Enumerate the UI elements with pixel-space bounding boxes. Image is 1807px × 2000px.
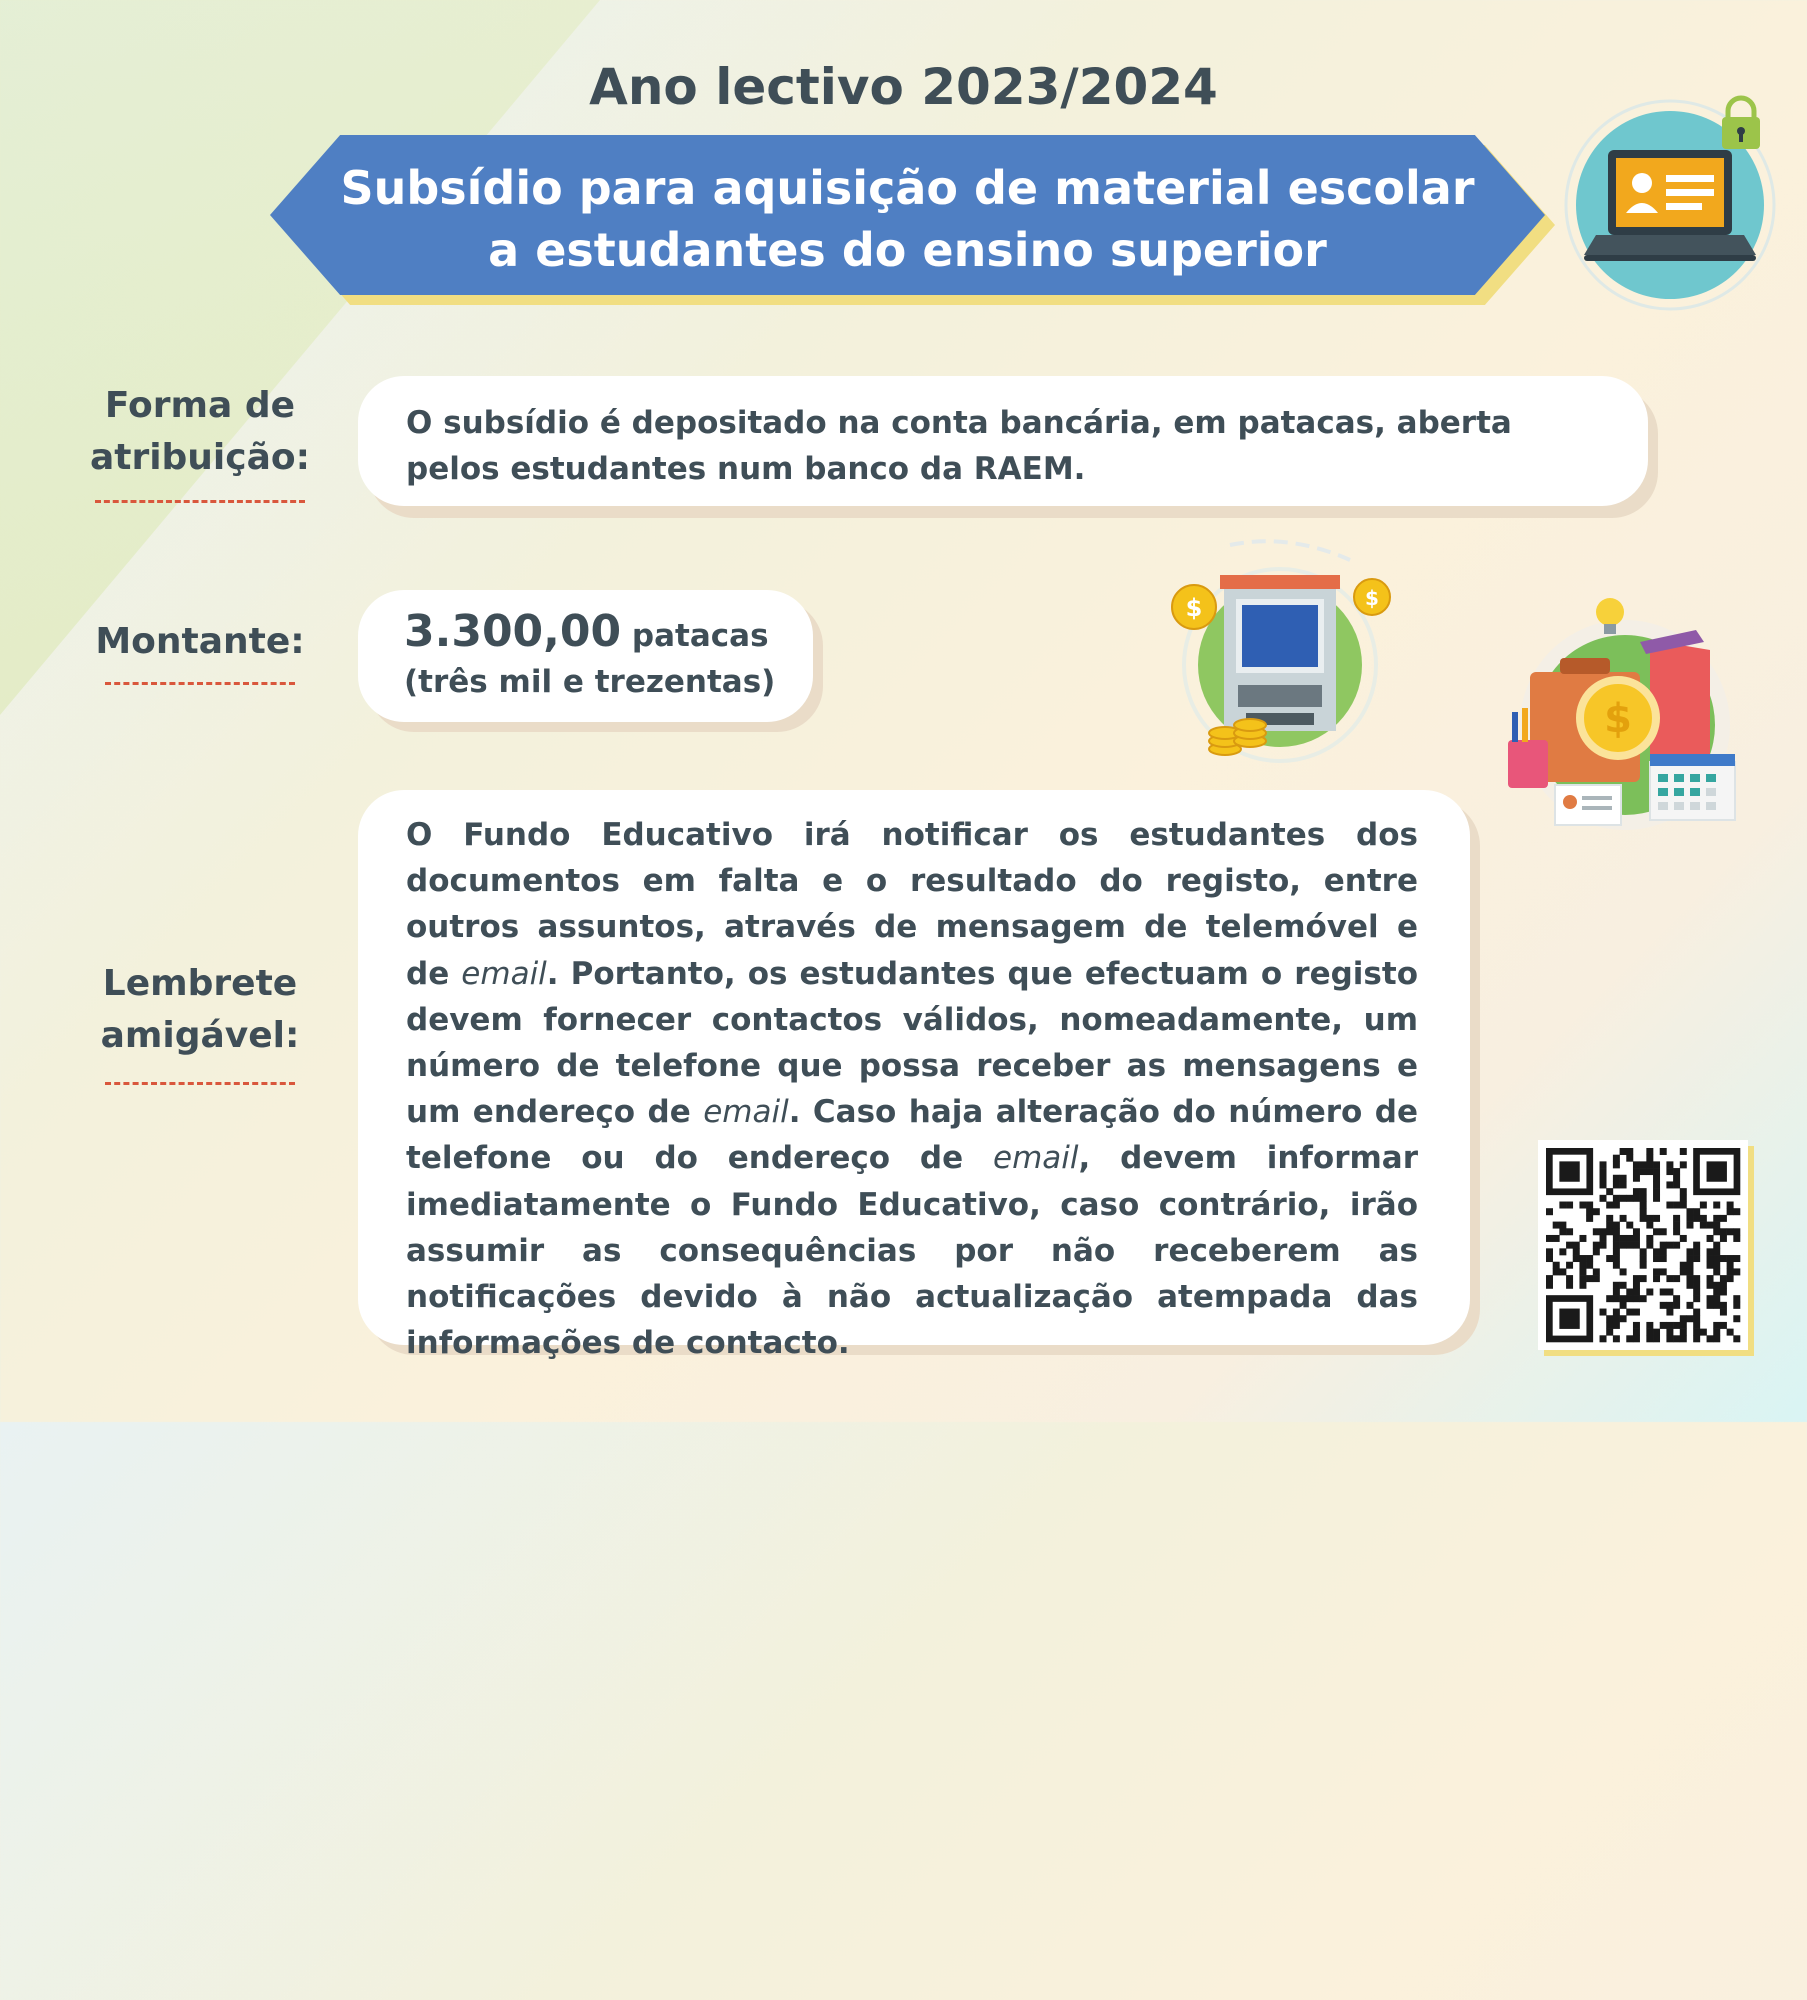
- amount-value: [404, 608, 769, 660]
- card-montante: [358, 590, 813, 722]
- label-forma-atribuicao: [80, 380, 320, 484]
- amount-words: (três mil e trezentas): [404, 664, 776, 700]
- school-supplies-icon: [1500, 590, 1740, 840]
- laptop-lock-icon: [1560, 95, 1780, 315]
- lembrete-text-part: O Fundo Educativo irá notificar os estudantes dos documentos em falta e o resultado do registo, entre outros assuntos, através de mensagem de telemóvel e de: [406, 817, 1418, 992]
- email-word: email: [993, 1140, 1079, 1177]
- forma-atribuicao-text: O subsídio é depositado na conta bancária, em patacas, aberta pelos estudantes num banco da RAEM.: [406, 405, 1512, 487]
- card-lembrete: [358, 790, 1470, 1362]
- lembrete-text-part: , devem informar imediatamente o Fundo Educativo, caso contrário, irão assumir as consequências por não receberem as notificações devido à não actualização atempada das informações de contacto.: [406, 1140, 1419, 1362]
- email-word: email: [461, 955, 547, 992]
- label-underline: [95, 500, 305, 503]
- label-underline: [105, 1082, 295, 1085]
- banner-title-line2: a estudantes do ensino superior: [488, 223, 1327, 277]
- label-lembrete-line2: amigável:: [100, 1015, 300, 1056]
- banner-title: [270, 157, 1545, 281]
- svg-text:$: $: [1365, 586, 1379, 610]
- page-year-title: Ano lectivo 2023/2024: [589, 58, 1218, 116]
- lembrete-paragraph: [406, 812, 1418, 1366]
- lembrete-text-part: . Portanto, os estudantes que efectuam o registo devem fornecer contactos válidos, nomeadamente, um número de telefone que possa receber as mensagens e um endereço de: [406, 955, 1418, 1131]
- qr-code-pattern: [1538, 1140, 1748, 1350]
- svg-text:$: $: [1185, 594, 1203, 622]
- label-underline: [105, 682, 295, 685]
- amount-unit: patacas: [631, 618, 769, 654]
- email-word: email: [703, 1094, 789, 1131]
- qr-code-icon[interactable]: [1538, 1140, 1748, 1350]
- label-lembrete: [80, 958, 320, 1062]
- lembrete-text-part: . Caso haja alteração do número de telefone ou do endereço de: [406, 1094, 1418, 1177]
- amount-number: 3.300,00: [404, 606, 622, 657]
- label-forma-line2: atribuição:: [89, 437, 311, 478]
- lembrete-text: [406, 812, 1418, 1366]
- atm-coins-icon: [1160, 535, 1400, 765]
- card-forma-atribuicao: [358, 376, 1648, 506]
- label-montante: Montante:: [95, 621, 305, 662]
- svg-text:$: $: [1604, 696, 1632, 742]
- banner-title-line1: Subsídio para aquisição de material escolar: [340, 161, 1475, 215]
- title-banner: [270, 135, 1545, 295]
- label-forma-line1: Forma de: [104, 385, 296, 426]
- label-lembrete-line1: Lembrete: [102, 963, 298, 1004]
